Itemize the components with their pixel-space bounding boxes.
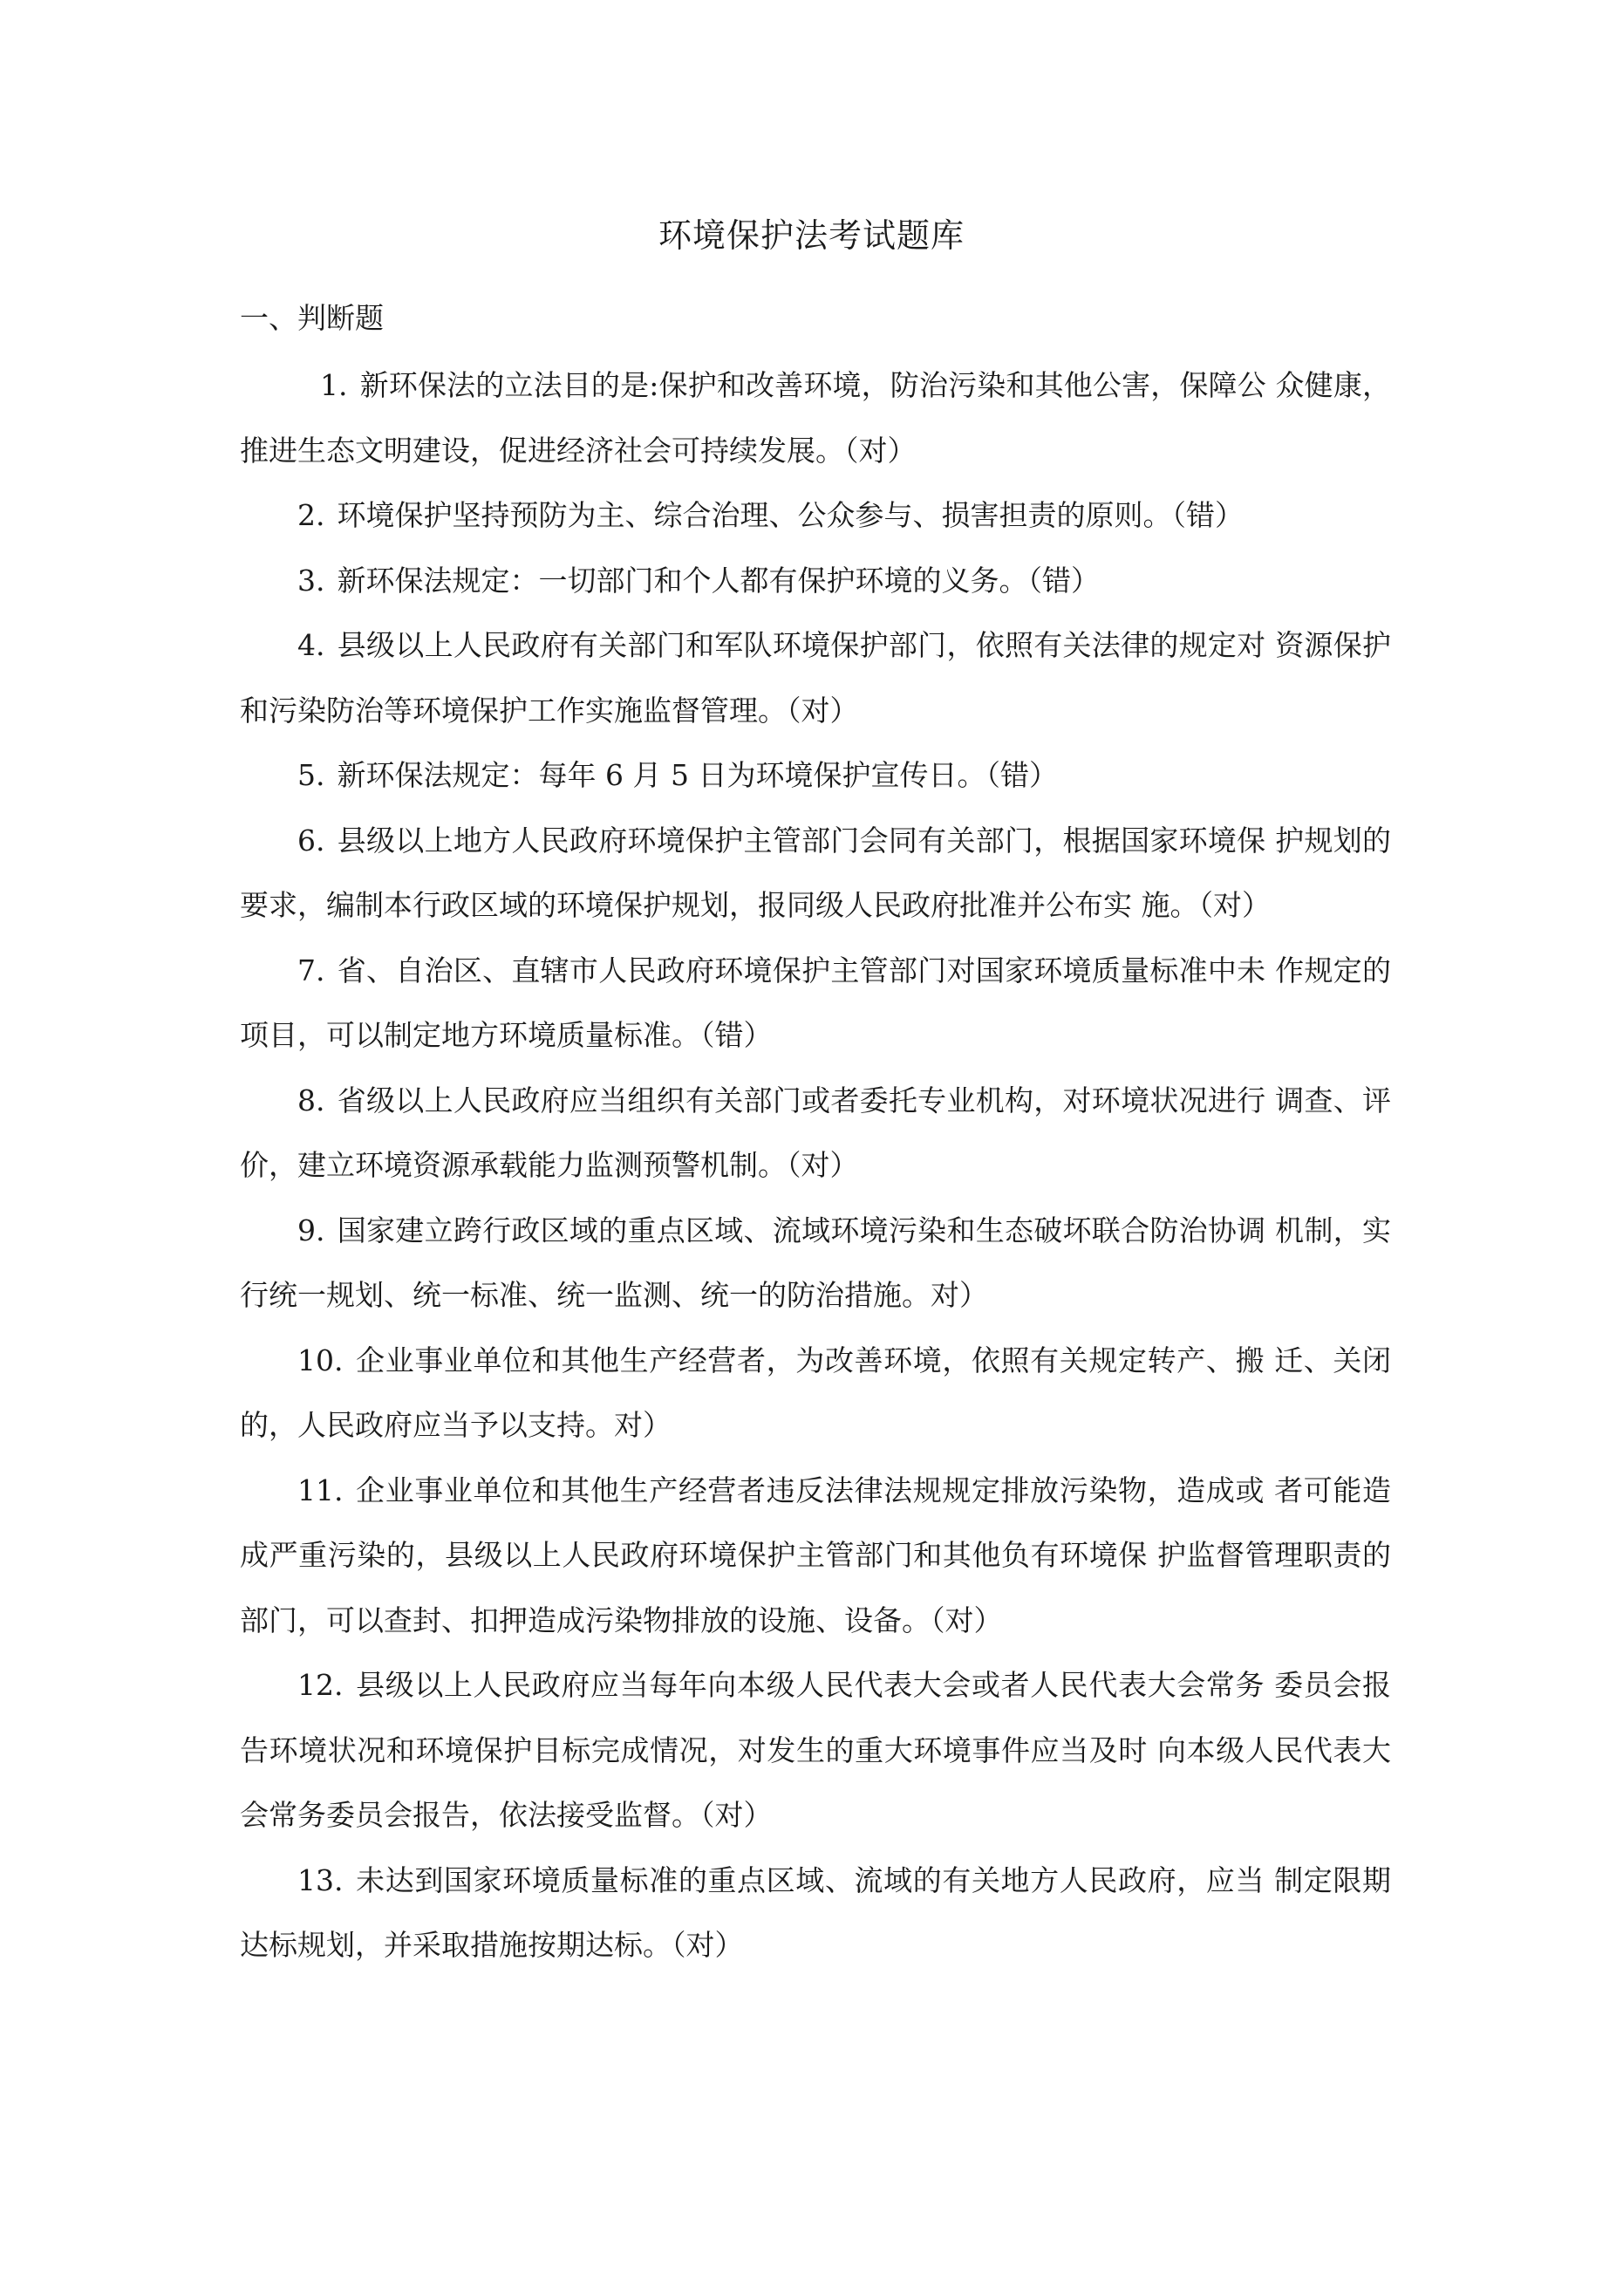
question-number: 2. <box>297 498 325 532</box>
question-number: 1. <box>320 368 348 402</box>
question-item <box>240 1848 1391 1978</box>
question-text: 新环保法规定：每年 6 月 5 日为环境保护宣传日。（错） <box>337 758 1058 792</box>
question-text: 省、自治区、直辖市人民政府环境保护主管部门对国家环境质量标准中未 作规定的项目，可以制定地方环境质量标准。（错） <box>240 953 1391 1052</box>
question-item <box>240 743 1391 809</box>
question-text: 县级以上人民政府应当每年向本级人民代表大会或者人民代表大会常务 委员会报告环境状况和环境保护目标完成情况，对发生的重大环境事件应当及时 向本级人民代表大会常务委员会报告，依法接受监督。（对） <box>240 1668 1391 1832</box>
question-item <box>240 483 1391 549</box>
question-number: 4. <box>297 628 325 662</box>
question-text: 企业事业单位和其他生产经营者违反法律法规规定排放污染物，造成或 者可能造成严重污染的，县级以上人民政府环境保护主管部门和其他负有环境保 护监督管理职责的部门，可以查封、扣押造成污染物排放的设施、设备。（对） <box>240 1473 1391 1637</box>
question-item <box>240 939 1391 1069</box>
document-title: 环境保护法考试题库 <box>658 216 965 255</box>
question-item <box>240 1459 1391 1654</box>
question-number: 12. <box>297 1668 344 1702</box>
question-number: 3. <box>297 563 325 598</box>
question-number: 7. <box>297 953 325 987</box>
question-text: 企业事业单位和其他生产经营者，为改善环境，依照有关规定转产、搬 迁、关闭的，人民政府应当予以支持。对） <box>240 1343 1391 1442</box>
question-item <box>240 1069 1391 1199</box>
question-item <box>240 1199 1391 1329</box>
question-text: 县级以上人民政府有关部门和军队环境保护部门，依照有关法律的规定对 资源保护和污染防治等环境保护工作实施监督管理。（对） <box>240 628 1391 728</box>
question-number: 13. <box>297 1862 344 1897</box>
question-text: 县级以上地方人民政府环境保护主管部门会同有关部门，根据国家环境保 护规划的要求，编制本行政区域的环境保护规划，报同级人民政府批准并公布实 施。（对） <box>240 823 1391 922</box>
question-item <box>240 1653 1391 1848</box>
question-number: 9. <box>297 1213 325 1247</box>
question-text: 新环保法的立法目的是:保护和改善环境，防治污染和其他公害，保障公 众健康，推进生态文明建设，促进经济社会可持续发展。（对） <box>240 368 1391 468</box>
question-item <box>240 353 1391 483</box>
question-text: 国家建立跨行政区域的重点区域、流域环境污染和生态破坏联合防治协调 机制，实行统一规划、统一标准、统一监测、统一的防治措施。对） <box>240 1213 1391 1312</box>
question-number: 10. <box>297 1343 344 1377</box>
question-number: 8. <box>297 1083 325 1117</box>
question-item <box>240 1329 1391 1459</box>
question-list <box>240 353 1391 1978</box>
question-text: 省级以上人民政府应当组织有关部门或者委托专业机构，对环境状况进行 调查、评价，建立环境资源承载能力监测预警机制。（对） <box>240 1083 1391 1182</box>
question-text: 环境保护坚持预防为主、综合治理、公众参与、损害担责的原则。（错） <box>337 498 1244 532</box>
question-text: 新环保法规定：一切部门和个人都有保护环境的义务。（错） <box>337 563 1100 598</box>
question-number: 5. <box>297 758 325 792</box>
question-number: 11. <box>297 1473 344 1507</box>
section-heading: 一、判断题 <box>240 301 384 335</box>
question-item <box>240 549 1391 614</box>
question-item <box>240 613 1391 743</box>
question-text: 未达到国家环境质量标准的重点区域、流域的有关地方人民政府，应当 制定限期达标规划，并采取措施按期达标。（对） <box>240 1862 1391 1962</box>
question-item <box>240 809 1391 939</box>
question-number: 6. <box>297 823 325 858</box>
